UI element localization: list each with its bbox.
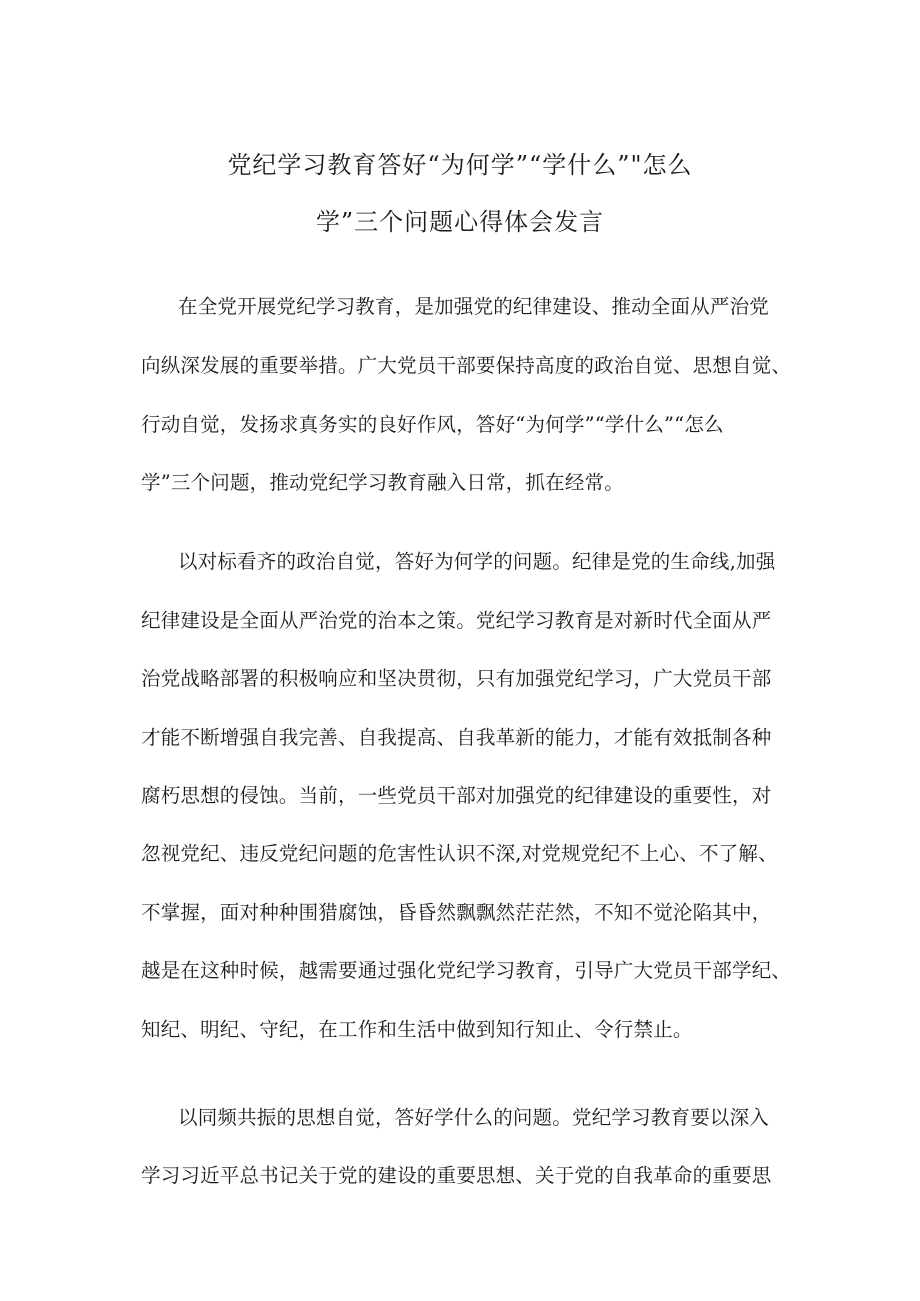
paragraph-1-line-2: 向纵深发展的重要举措。广大党员干部要保持高度的政治自觉、思想自觉、	[141, 354, 792, 377]
paragraph-3-line-2: 学习习近平总书记关于党的建设的重要思想、关于党的自我革命的重要思	[141, 1164, 772, 1187]
paragraph-2-line-8: 越是在这种时候，越需要通过强化党纪学习教育，引导广大党员干部学纪、	[141, 959, 792, 982]
paragraph-2-line-3: 治党战略部署的积极响应和坚决贯彻，只有加强党纪学习，广大党员干部	[141, 667, 772, 690]
paragraph-1-line-1: 在全党开展党纪学习教育，是加强党的纪律建设、推动全面从严治党	[178, 295, 770, 318]
paragraph-2-line-9: 知纪、明纪、守纪，在工作和生活中做到知行知止、令行禁止。	[141, 1018, 693, 1041]
paragraph-2-line-7: 不掌握，面对种种围猎腐蚀，昏昏然飘飘然茫茫然，不知不觉沦陷其中，	[141, 901, 772, 924]
title-line-1: 党纪学习教育答好“为何学”“学什么”"怎么	[227, 151, 693, 179]
paragraph-3-line-1: 以同频共振的思想自觉，答好学什么的问题。党纪学习教育要以深入	[178, 1106, 770, 1129]
paragraph-2-line-1: 以对标看齐的政治自觉，答好为何学的问题。纪律是党的生命线,加强	[178, 550, 776, 573]
paragraph-2-line-4: 才能不断增强自我完善、自我提高、自我革新的能力，才能有效抵制各种	[141, 726, 772, 749]
paragraph-2-line-6: 忽视党纪、违反党纪问题的危害性认识不深,对党规党纪不上心、不了解、	[141, 842, 778, 865]
paragraph-2-line-5: 腐朽思想的侵蚀。当前，一些党员干部对加强党的纪律建设的重要性，对	[141, 784, 772, 807]
paragraph-1-line-4: 学”三个问题，推动党纪学习教育融入日常，抓在经常。	[141, 471, 624, 494]
paragraph-1-line-3: 行动自觉，发扬求真务实的良好作风，答好“为何学”“学什么”“怎么	[141, 413, 724, 436]
title-line-2: 学”三个问题心得体会发言	[315, 208, 605, 236]
paragraph-2-line-2: 纪律建设是全面从严治党的治本之策。党纪学习教育是对新时代全面从严	[141, 609, 772, 632]
